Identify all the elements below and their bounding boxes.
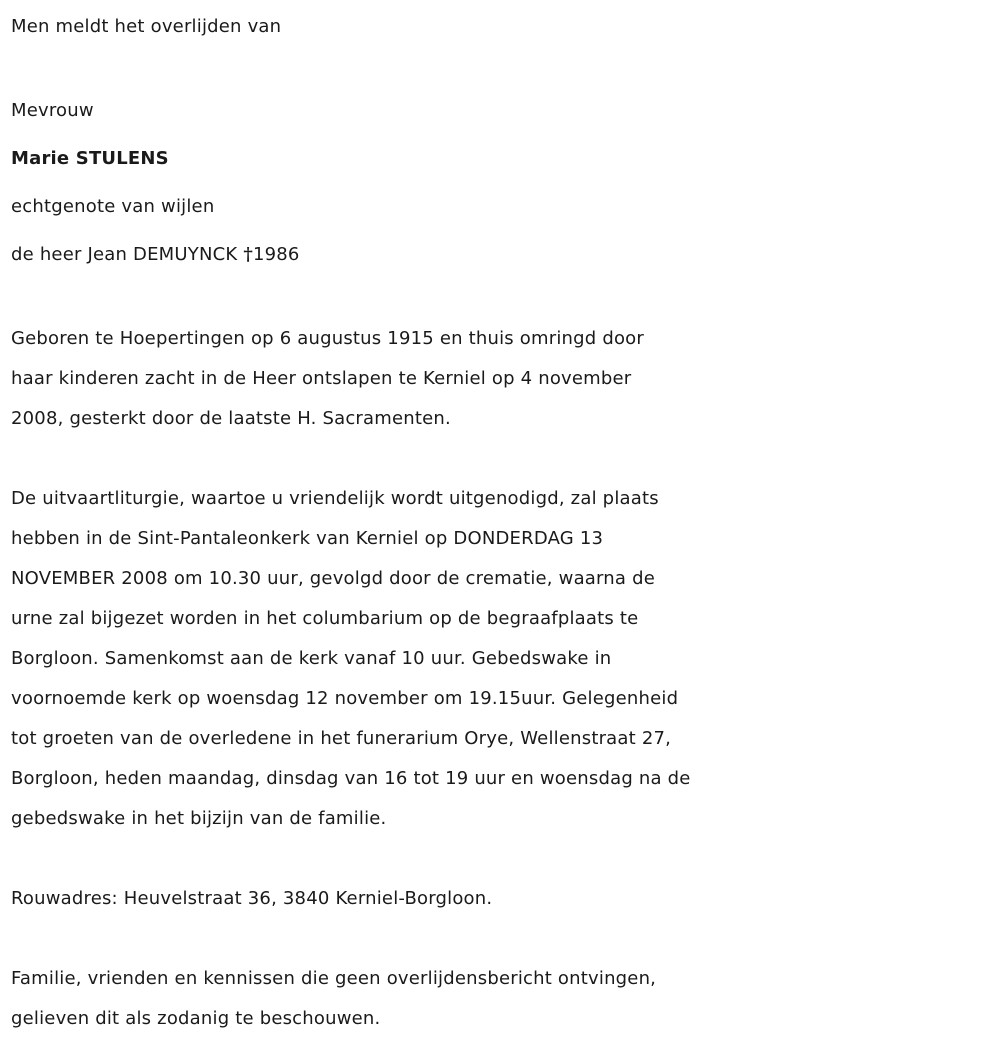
paragraph-line: 2008, gesterkt door de laatste H. Sacramenten. — [11, 408, 451, 429]
deceased-name: Marie STULENS — [11, 148, 169, 169]
paragraph-line: gebedswake in het bijzijn van de familie. — [11, 808, 387, 829]
paragraph-line: Familie, vrienden en kennissen die geen overlijdensbericht ontvingen, — [11, 968, 657, 989]
paragraph-line: Borgloon. Samenkomst aan de kerk vanaf 10 uur. Gebedswake in — [11, 648, 612, 669]
spacer — [11, 47, 1000, 87]
funeral-paragraph — [11, 479, 1000, 839]
spacer — [11, 279, 1000, 319]
spouse-text: de heer Jean DEMUYNCK — [11, 244, 244, 265]
relation-line: echtgenote van wijlen — [11, 196, 215, 217]
spouse-death-year: 1986 — [252, 244, 300, 265]
paragraph-line: tot groeten van de overledene in het funerarium Orye, Wellenstraat 27, — [11, 728, 672, 749]
spacer — [11, 839, 1000, 879]
birth-paragraph — [11, 319, 1000, 439]
closing-paragraph — [11, 959, 1000, 1039]
intro-line: Men meldt het overlijden van — [11, 16, 282, 37]
paragraph-line: urne zal bijgezet worden in het columbarium op de begraafplaats te — [11, 608, 639, 629]
paragraph-line: NOVEMBER 2008 om 10.30 uur, gevolgd door de crematie, waarna de — [11, 568, 655, 589]
paragraph-line: gelieven dit als zodanig te beschouwen. — [11, 1008, 381, 1029]
paragraph-line: voornoemde kerk op woensdag 12 november om 19.15uur. Gelegenheid — [11, 688, 679, 709]
spacer — [11, 919, 1000, 959]
title-prefix: Mevrouw — [11, 100, 94, 121]
spacer — [11, 439, 1000, 479]
cross-icon: † — [243, 244, 253, 265]
paragraph-line: haar kinderen zacht in de Heer ontslapen te Kerniel op 4 november — [11, 368, 632, 389]
paragraph-line: De uitvaartliturgie, waartoe u vriendelijk wordt uitgenodigd, zal plaats — [11, 488, 659, 509]
paragraph-line: Geboren te Hoepertingen op 6 augustus 1915 en thuis omringd door — [11, 328, 644, 349]
spouse-line — [11, 231, 1000, 279]
paragraph-line: hebben in de Sint-Pantaleonkerk van Kerniel op DONDERDAG 13 — [11, 528, 604, 549]
mourning-address: Rouwadres: Heuvelstraat 36, 3840 Kerniel-Borgloon. — [11, 888, 493, 909]
paragraph-line: Borgloon, heden maandag, dinsdag van 16 tot 19 uur en woensdag na de — [11, 768, 691, 789]
